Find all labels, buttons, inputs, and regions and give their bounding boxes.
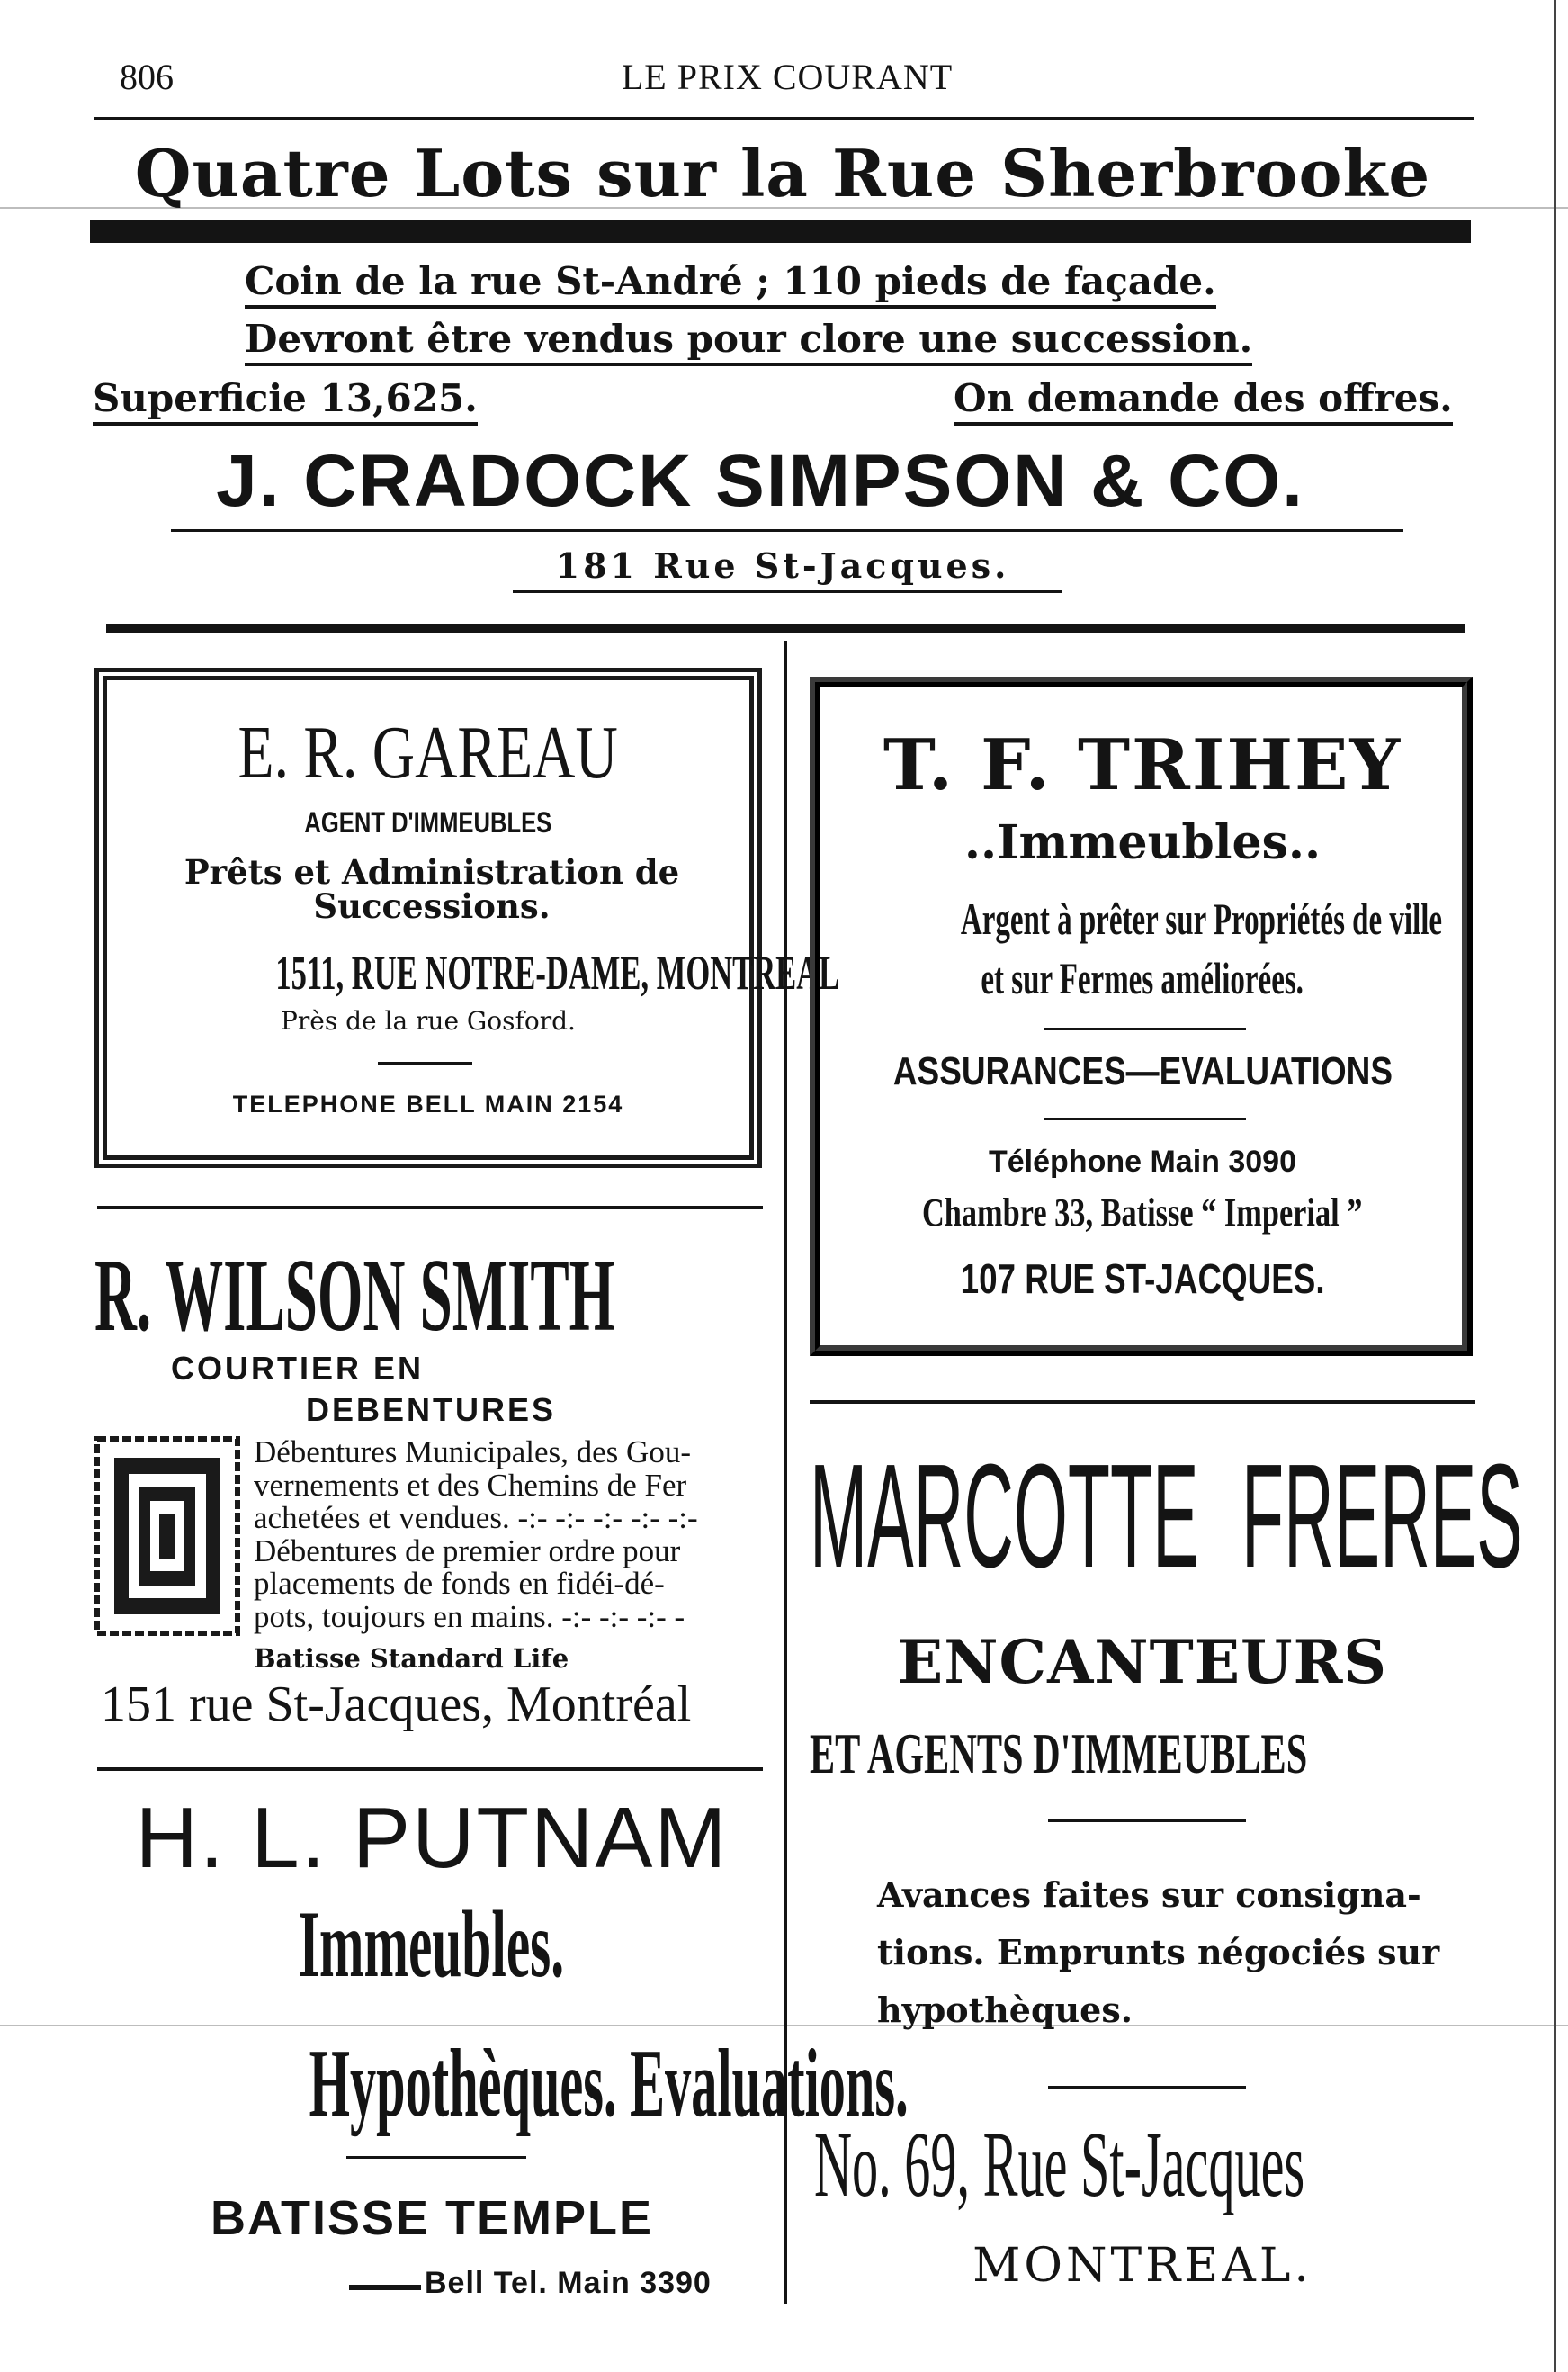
section-rule: [106, 624, 1465, 633]
trihey-divider-1: [1044, 1028, 1246, 1030]
sherbrooke-line-1: [245, 259, 1216, 303]
marcotte-top-rule: [810, 1400, 1475, 1404]
wilson-bottom-rule: [97, 1767, 763, 1771]
page-edge: [1554, 0, 1556, 2372]
gareau-address-text: 1511, RUE NOTRE-DAME, MONTREAL: [275, 946, 840, 1000]
wilson-ornament: [94, 1436, 240, 1636]
trihey-line-2-text: et sur Fermes améliorées.: [981, 953, 1304, 1003]
trihey-services-text: ASSURANCES—EVALUATIONS: [892, 1049, 1393, 1093]
marcotte-city: MONTREAL.: [972, 2239, 1313, 2293]
trihey-divider-2: [1044, 1118, 1246, 1120]
sherbrooke-address: 181 Rue St-Jacques.: [555, 545, 1010, 586]
gareau-role: [117, 806, 739, 840]
gareau-name: [117, 709, 739, 796]
trihey-address: [837, 1254, 1448, 1303]
wilson-top-rule: [97, 1206, 763, 1209]
wilson-body-line: pots, toujours en mains. -:- -:- -:- -: [254, 1598, 685, 1634]
trihey-subtitle: ..Immeubles..: [963, 815, 1322, 870]
putnam-phone: Bell Tel. Main 3390: [425, 2266, 712, 2300]
trihey-line-1-text: Argent à prêter sur Propriétés de ville: [960, 894, 1443, 944]
sherbrooke-line-1-text: Coin de la rue St-André ; 110 pieds de façade.: [245, 259, 1216, 309]
marcotte-body-line: tions. Emprunts négociés sur: [877, 1932, 1440, 1972]
putnam-services-text: Hypothèques. Evaluations.: [309, 2030, 909, 2137]
trihey-room: [837, 1190, 1448, 1235]
marcotte-name-1-text: MARCOTTE: [810, 1433, 1199, 1598]
wilson-body-line: placements de fonds en fidéi-dé-: [254, 1566, 665, 1601]
putnam-divider: [346, 2156, 526, 2159]
marcotte-body-line: Avances faites sur consigna-: [877, 1874, 1421, 1915]
putnam-name: H. L. PUTNAM: [135, 1790, 729, 1886]
gareau-services: Prêts et Administration de Successions.: [184, 852, 680, 926]
gareau-role-text: AGENT D'IMMEUBLES: [304, 806, 552, 839]
sherbrooke-offers: [954, 376, 1453, 420]
gareau-phone: TELEPHONE BELL MAIN 2154: [232, 1091, 624, 1118]
wilson-name-text: R. WILSON SMITH: [94, 1238, 615, 1353]
trihey-name: T. F. TRIHEY: [883, 724, 1402, 806]
marcotte-body: [877, 1866, 1462, 2039]
gareau-divider: [378, 1062, 472, 1065]
gareau-name-text: E. R. GAREAU: [237, 711, 619, 795]
putnam-services: [54, 2030, 909, 2137]
marcotte-divider-1: [1048, 1819, 1246, 1822]
wilson-body: [254, 1436, 766, 1633]
journal-title: LE PRIX COURANT: [621, 57, 954, 97]
marcotte-role-2: [810, 1721, 1475, 1787]
firm-underline: [171, 529, 1403, 532]
trihey-line-1: [837, 893, 1448, 945]
trihey-phone: Téléphone Main 3090: [989, 1145, 1296, 1179]
wilson-role-1: COURTIER EN: [171, 1350, 425, 1387]
sherbrooke-line-2-text: Devront être vendus pour clore une succession.: [245, 317, 1252, 366]
marcotte-role: ENCANTEURS: [897, 1627, 1388, 1697]
gareau-near: Près de la rue Gosford.: [281, 1006, 576, 1036]
wilson-building: Batisse Standard Life: [254, 1643, 569, 1674]
wilson-role-2: DEBENTURES: [306, 1391, 557, 1428]
gareau-address: [117, 945, 840, 1001]
putnam-role: [90, 1891, 774, 1997]
sherbrooke-line-2: [245, 317, 1252, 361]
wilson-body-line: Débentures de premier ordre pour: [254, 1532, 681, 1568]
sherbrooke-area: [93, 376, 478, 420]
putnam-role-text: Immeubles.: [299, 1891, 565, 1997]
page-number: 806: [120, 57, 174, 97]
wilson-body-line: Débentures Municipales, des Gou-: [254, 1434, 691, 1469]
wilson-body-line: vernements et des Chemins de Fer: [254, 1467, 687, 1503]
trihey-line-2: [837, 952, 1448, 1004]
trihey-services: [837, 1049, 1448, 1094]
wilson-name: [94, 1238, 652, 1353]
wilson-address: 151 rue St-Jacques, Montréal: [101, 1676, 692, 1732]
sherbrooke-title: Quatre Lots sur la Rue Sherbrooke: [134, 135, 1431, 211]
putnam-phone-dash: [349, 2285, 421, 2290]
marcotte-name-1: [810, 1433, 1199, 1598]
sherbrooke-firm: J. CRADOCK SIMPSON & CO.: [216, 440, 1304, 522]
marcotte-address: [814, 2113, 1480, 2216]
sherbrooke-area-text: Superficie 13,625.: [93, 376, 478, 426]
trihey-address-text: 107 RUE ST-JACQUES.: [960, 1255, 1325, 1302]
marcotte-name-2-text: FRERES: [1241, 1433, 1523, 1598]
marcotte-address-text: No. 69, Rue St-Jacques: [814, 2113, 1305, 2216]
header-rule: [94, 117, 1474, 120]
sherbrooke-offers-text: On demande des offres.: [954, 376, 1453, 426]
marcotte-name-2: [1241, 1433, 1523, 1598]
trihey-room-text: Chambre 33, Batisse “ Imperial ”: [922, 1190, 1363, 1235]
marcotte-body-line: hypothèques.: [877, 1990, 1133, 2030]
putnam-building: BATISSE TEMPLE: [210, 2191, 654, 2245]
wilson-body-line: achetées et vendues. -:- -:- -:- -:- -:-: [254, 1500, 698, 1535]
address-underline: [513, 590, 1062, 593]
title-bar: [90, 220, 1471, 243]
marcotte-divider-2: [1048, 2086, 1246, 2089]
marcotte-role-2-text: ET AGENTS D'IMMEUBLES: [810, 1721, 1308, 1785]
